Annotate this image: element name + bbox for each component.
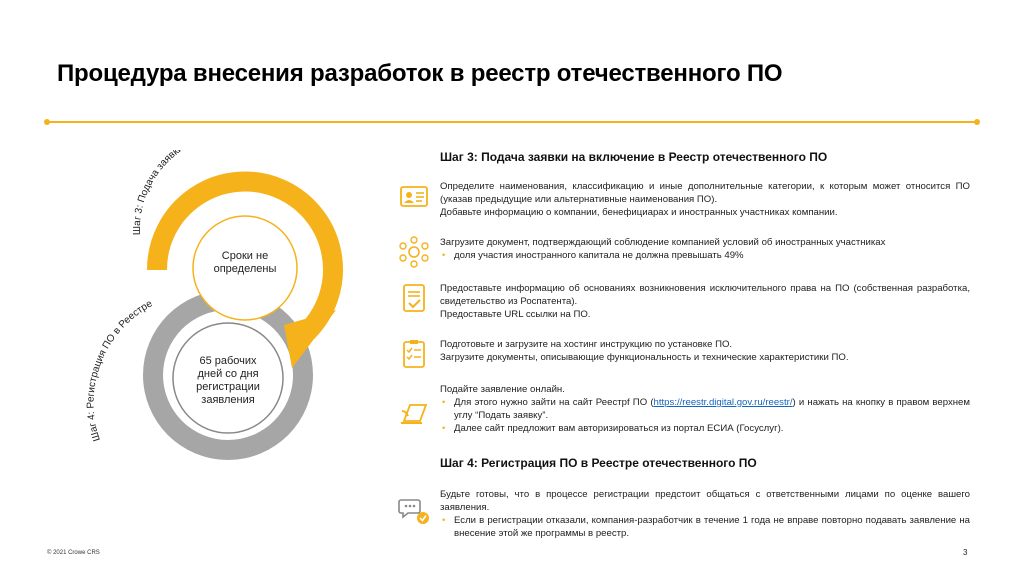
bullet-item: • Для этого нужно зайти на сайт Реестрf ПО (https://reestr.digital.gov.ru/reestr/) и нажать на кнопку в правом верхнем углу “Подать заявку”. [440, 396, 970, 422]
block-text: Загрузите документы, описывающие функциональность и технические характеристики ПО. [440, 352, 849, 363]
page-number: 3 [963, 548, 968, 557]
bottom-inner-text: 65 рабочих дней со дня регистрации заявления [196, 355, 260, 406]
step3-block-2 [398, 236, 970, 266]
step3-block-5 [398, 383, 970, 443]
top-inner-text: Сроки не определены [213, 250, 277, 275]
block-text: Подайте заявление онлайн. [440, 384, 565, 395]
checklist-icon [398, 338, 430, 370]
bullet-item: • Далее сайт предложит вам авторизироваться из портал ЕСИА (Госуслуг). [440, 422, 970, 435]
block-text: Предоставьте URL ссылки на ПО. [440, 309, 591, 320]
laptop-hand-icon [398, 397, 430, 429]
block-text: Подготовьте и загрузите на хостинг инструкцию по установке ПО. [440, 339, 733, 350]
block-text: Добавьте информацию о компании, бенефициарах и иностранных участниках компании. [440, 207, 838, 218]
top-arc-label: Шаг 3: Подача заявк [131, 150, 181, 236]
process-circles [70, 150, 370, 470]
bullet-item: • доля участия иностранного капитала не должна превышать 49% [440, 249, 970, 262]
chat-bubbles-icon [398, 494, 430, 526]
id-card-icon [398, 180, 430, 212]
title-divider [47, 121, 977, 123]
step3-block-4 [398, 338, 970, 368]
step3-block-1 [398, 180, 970, 220]
block-text: Загрузите документ, подтверждающий соблюдение компанией условий об иностранных участниках [440, 237, 886, 248]
step4-block [398, 488, 970, 543]
process-diagram [70, 150, 370, 470]
page-title: Процедура внесения разработок в реестр отечественного ПО [57, 60, 783, 87]
step3-heading: Шаг 3: Подача заявки на включение в Реестр отечественного ПО [440, 150, 828, 164]
step4-heading: Шаг 4: Регистрация ПО в Реестре отечественного ПО [440, 456, 757, 470]
bottom-arc-label: Шаг 4: Регистрация ПО в Реестре [85, 298, 155, 443]
reestr-link[interactable]: https://reestr.digital.gov.ru/reestr/ [653, 397, 793, 408]
step3-block-3 [398, 282, 970, 322]
copyright: © 2021 Crowe CRS [47, 550, 100, 556]
bullet-item: • Если в регистрации отказали, компания-разработчик в течение 1 года не вправе повторно подавать заявление на внесение этой же программы в реестр. [440, 514, 970, 540]
block-text: Предоставьте информацию об основаниях возникновения исключительного права на ПО (собственная разработка, свидетельство из Роспатента). [440, 283, 970, 307]
document-check-icon [398, 282, 430, 314]
block-text: Определите наименования, классификацию и иные дополнительные категории, к которым может относится ПО (указав предыдущие или альтернативные наименования ПО). [440, 181, 970, 205]
people-network-icon [398, 236, 430, 268]
block-text: Будьте готовы, что в процессе регистрации предстоит общаться с ответственными лицами по оценке вашего заявления. [440, 489, 970, 513]
